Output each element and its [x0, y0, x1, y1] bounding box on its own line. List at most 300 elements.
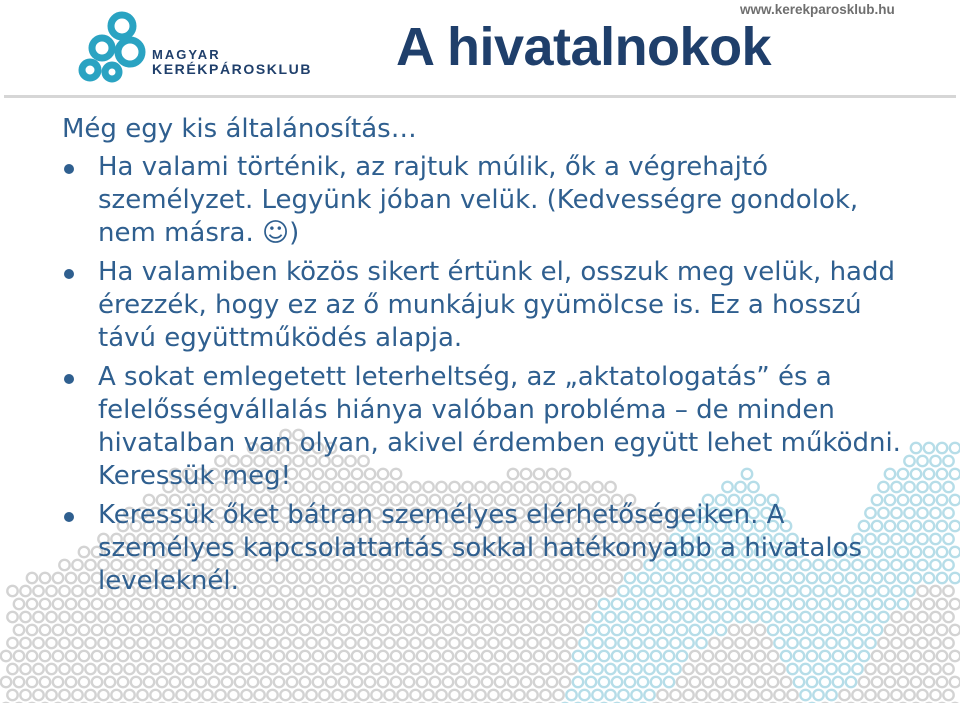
background-dot — [66, 625, 76, 635]
background-dot — [930, 612, 940, 622]
background-dot — [729, 651, 739, 661]
background-dot — [33, 586, 43, 596]
background-dot — [196, 651, 206, 661]
background-dot — [352, 651, 362, 661]
background-dot — [306, 664, 316, 674]
background-dot — [92, 651, 102, 661]
background-dot — [677, 625, 687, 635]
background-dot — [820, 677, 830, 687]
background-dot — [865, 690, 875, 700]
background-dot — [917, 638, 927, 648]
background-dot — [566, 638, 576, 648]
background-dot — [339, 651, 349, 661]
bullet-text: Ha valamiben közös sikert értünk el, osszuk meg velük, hadd érezzék, hogy ez az ő munkájuk gyümölcse is. Ez a hosszú távú együttműködés alapja. — [98, 257, 895, 353]
background-dot — [313, 625, 323, 635]
background-dot — [40, 573, 50, 583]
background-dot — [176, 638, 186, 648]
background-dot — [59, 612, 69, 622]
background-dot — [46, 690, 56, 700]
bullet-text: Ha valami történik, az rajtuk múlik, ők a végrehajtó személyzet. Legyünk jóban velük. (Kedvességre gondolok, nem másra. ☺) — [98, 152, 859, 248]
background-dot — [202, 612, 212, 622]
background-dot — [40, 651, 50, 661]
background-dot — [943, 560, 953, 570]
background-dot — [92, 625, 102, 635]
background-dot — [579, 664, 589, 674]
background-dot — [111, 664, 121, 674]
background-dot — [735, 664, 745, 674]
background-dot — [722, 612, 732, 622]
background-dot — [813, 690, 823, 700]
background-dot — [677, 677, 687, 687]
background-dot — [755, 651, 765, 661]
background-dot — [521, 677, 531, 687]
background-dot — [696, 690, 706, 700]
background-dot — [228, 664, 238, 674]
background-dot — [176, 690, 186, 700]
background-dot — [111, 690, 121, 700]
slide-header — [0, 0, 960, 100]
background-dot — [105, 677, 115, 687]
background-dot — [586, 677, 596, 687]
background-dot — [612, 677, 622, 687]
background-dot — [872, 625, 882, 635]
background-dot — [800, 664, 810, 674]
background-dot — [534, 677, 544, 687]
background-dot — [1, 677, 11, 687]
background-dot — [14, 677, 24, 687]
background-dot — [300, 651, 310, 661]
background-dot — [846, 651, 856, 661]
background-dot — [378, 677, 388, 687]
background-dot — [508, 677, 518, 687]
background-dot — [391, 651, 401, 661]
background-dot — [709, 690, 719, 700]
background-dot — [573, 677, 583, 687]
background-dot — [540, 690, 550, 700]
background-dot — [852, 612, 862, 622]
background-dot — [378, 625, 388, 635]
background-dot — [79, 625, 89, 635]
background-dot — [254, 638, 264, 648]
background-dot — [345, 612, 355, 622]
background-dot — [397, 638, 407, 648]
background-dot — [313, 677, 323, 687]
background-dot — [852, 690, 862, 700]
background-dot — [950, 677, 960, 687]
background-dot — [436, 690, 446, 700]
background-dot — [306, 638, 316, 648]
background-dot — [527, 612, 537, 622]
background-dot — [254, 612, 264, 622]
background-dot — [865, 612, 875, 622]
background-dot — [716, 677, 726, 687]
background-dot — [423, 664, 433, 674]
background-dot — [683, 664, 693, 674]
background-dot — [14, 651, 24, 661]
background-dot — [306, 690, 316, 700]
background-dot — [735, 612, 745, 622]
background-dot — [176, 612, 186, 622]
background-dot — [274, 677, 284, 687]
background-dot — [553, 664, 563, 674]
background-dot — [456, 651, 466, 661]
background-dot — [651, 625, 661, 635]
background-dot — [787, 690, 797, 700]
background-dot — [332, 690, 342, 700]
bullet-dot-icon — [64, 164, 74, 174]
background-dot — [72, 690, 82, 700]
background-dot — [267, 664, 277, 674]
background-dot — [488, 664, 498, 674]
background-dot — [872, 677, 882, 687]
background-dot — [495, 677, 505, 687]
background-dot — [722, 690, 732, 700]
background-dot — [807, 625, 817, 635]
background-dot — [937, 625, 947, 635]
background-dot — [27, 625, 37, 635]
background-dot — [404, 677, 414, 687]
background-dot — [813, 664, 823, 674]
background-dot — [748, 664, 758, 674]
background-dot — [137, 664, 147, 674]
background-dot — [209, 651, 219, 661]
background-dot — [274, 625, 284, 635]
background-dot — [950, 547, 960, 557]
bullet-item — [62, 499, 942, 598]
background-dot — [482, 625, 492, 635]
background-dot — [605, 638, 615, 648]
background-dot — [794, 625, 804, 635]
background-dot — [898, 651, 908, 661]
background-dot — [742, 677, 752, 687]
background-dot — [625, 625, 635, 635]
background-dot — [722, 664, 732, 674]
background-dot — [943, 586, 953, 596]
background-dot — [930, 690, 940, 700]
background-dot — [235, 651, 245, 661]
background-dot — [105, 651, 115, 661]
background-dot — [878, 690, 888, 700]
background-dot — [163, 690, 173, 700]
background-dot — [358, 638, 368, 648]
background-dot — [105, 625, 115, 635]
background-dot — [950, 651, 960, 661]
background-dot — [20, 586, 30, 596]
background-dot — [371, 612, 381, 622]
background-dot — [462, 638, 472, 648]
background-dot — [417, 651, 427, 661]
background-dot — [241, 664, 251, 674]
background-dot — [813, 612, 823, 622]
background-dot — [495, 651, 505, 661]
background-dot — [631, 664, 641, 674]
background-dot — [495, 625, 505, 635]
background-dot — [579, 638, 589, 648]
background-dot — [709, 638, 719, 648]
background-dot — [85, 664, 95, 674]
club-logo — [76, 6, 326, 84]
background-dot — [46, 664, 56, 674]
background-dot — [332, 664, 342, 674]
background-dot — [761, 612, 771, 622]
background-dot — [66, 651, 76, 661]
background-dot — [345, 638, 355, 648]
background-dot — [839, 690, 849, 700]
background-dot — [150, 638, 160, 648]
background-dot — [904, 664, 914, 674]
background-dot — [59, 690, 69, 700]
background-dot — [410, 664, 420, 674]
background-dot — [807, 677, 817, 687]
bullet-dot-icon — [64, 269, 74, 279]
background-dot — [703, 625, 713, 635]
background-dot — [930, 664, 940, 674]
background-dot — [891, 612, 901, 622]
background-dot — [579, 690, 589, 700]
background-dot — [20, 612, 30, 622]
background-dot — [345, 690, 355, 700]
background-dot — [79, 651, 89, 661]
site-url: www.kerekparosklub.hu — [740, 2, 895, 17]
background-dot — [410, 612, 420, 622]
background-dot — [527, 664, 537, 674]
background-dot — [137, 612, 147, 622]
background-dot — [189, 690, 199, 700]
background-dot — [859, 651, 869, 661]
background-dot — [826, 638, 836, 648]
background-dot — [53, 677, 63, 687]
background-dot — [553, 638, 563, 648]
background-dot — [384, 638, 394, 648]
background-dot — [761, 638, 771, 648]
background-dot — [657, 664, 667, 674]
background-dot — [241, 638, 251, 648]
background-dot — [755, 625, 765, 635]
background-dot — [365, 625, 375, 635]
background-dot — [183, 651, 193, 661]
background-dot — [124, 664, 134, 674]
background-dot — [950, 573, 960, 583]
background-dot — [27, 651, 37, 661]
background-dot — [163, 664, 173, 674]
background-dot — [930, 638, 940, 648]
background-dot — [878, 638, 888, 648]
background-dot — [287, 625, 297, 635]
background-dot — [436, 612, 446, 622]
background-dot — [852, 638, 862, 648]
background-dot — [950, 495, 960, 505]
background-dot — [404, 625, 414, 635]
background-dot — [508, 651, 518, 661]
background-dot — [27, 599, 37, 609]
background-dot — [566, 690, 576, 700]
background-dot — [657, 690, 667, 700]
background-dot — [547, 625, 557, 635]
slide-body — [62, 112, 942, 604]
background-dot — [293, 612, 303, 622]
background-dot — [534, 651, 544, 661]
background-dot — [222, 651, 232, 661]
background-dot — [638, 677, 648, 687]
background-dot — [326, 677, 336, 687]
background-dot — [514, 612, 524, 622]
background-dot — [917, 664, 927, 674]
background-dot — [709, 612, 719, 622]
background-dot — [157, 625, 167, 635]
background-dot — [631, 638, 641, 648]
background-dot — [826, 690, 836, 700]
background-dot — [820, 651, 830, 661]
background-dot — [352, 677, 362, 687]
background-dot — [280, 664, 290, 674]
background-dot — [319, 690, 329, 700]
background-dot — [261, 625, 271, 635]
background-dot — [761, 664, 771, 674]
background-dot — [53, 651, 63, 661]
background-dot — [469, 651, 479, 661]
background-dot — [547, 677, 557, 687]
background-dot — [735, 690, 745, 700]
background-dot — [293, 638, 303, 648]
background-dot — [911, 625, 921, 635]
background-dot — [456, 677, 466, 687]
background-dot — [40, 677, 50, 687]
background-dot — [729, 625, 739, 635]
background-dot — [605, 612, 615, 622]
background-dot — [183, 625, 193, 635]
background-dot — [423, 690, 433, 700]
background-dot — [716, 651, 726, 661]
background-dot — [27, 573, 37, 583]
background-dot — [943, 612, 953, 622]
background-dot — [98, 664, 108, 674]
background-dot — [553, 612, 563, 622]
background-dot — [7, 664, 17, 674]
background-dot — [267, 690, 277, 700]
background-dot — [534, 625, 544, 635]
background-dot — [7, 612, 17, 622]
background-dot — [358, 612, 368, 622]
background-dot — [150, 664, 160, 674]
background-dot — [241, 690, 251, 700]
background-dot — [176, 664, 186, 674]
background-dot — [391, 625, 401, 635]
background-dot — [371, 690, 381, 700]
background-dot — [85, 690, 95, 700]
background-dot — [436, 638, 446, 648]
background-dot — [605, 690, 615, 700]
background-dot — [144, 677, 154, 687]
logo-wordmark-line1: MAGYAR — [152, 47, 221, 62]
background-dot — [280, 638, 290, 648]
background-dot — [696, 638, 706, 648]
background-dot — [924, 625, 934, 635]
slide-title: A hivatalnokok — [396, 17, 772, 77]
background-dot — [449, 612, 459, 622]
background-dot — [839, 638, 849, 648]
background-dot — [430, 625, 440, 635]
background-dot — [722, 638, 732, 648]
background-dot — [943, 638, 953, 648]
background-dot — [521, 651, 531, 661]
background-dot — [807, 651, 817, 661]
background-dot — [157, 677, 167, 687]
background-dot — [540, 612, 550, 622]
background-dot — [618, 690, 628, 700]
background-dot — [423, 638, 433, 648]
background-dot — [937, 651, 947, 661]
background-dot — [462, 612, 472, 622]
background-dot — [826, 612, 836, 622]
background-dot — [365, 677, 375, 687]
background-dot — [891, 664, 901, 674]
background-dot — [384, 664, 394, 674]
background-dot — [215, 612, 225, 622]
background-dot — [111, 638, 121, 648]
bullet-text: A sokat emlegetett leterheltség, az „aktatologatás” és a felelősségvállalás hiánya valóban probléma – de minden hivatalban van olyan, akivel érdemben együtt lehet működni. Keressük meg! — [98, 362, 901, 491]
background-dot — [20, 638, 30, 648]
background-dot — [800, 690, 810, 700]
background-dot — [904, 638, 914, 648]
background-dot — [248, 625, 258, 635]
background-dot — [300, 677, 310, 687]
background-dot — [14, 625, 24, 635]
background-dot — [124, 612, 134, 622]
background-dot — [904, 612, 914, 622]
background-dot — [85, 638, 95, 648]
background-dot — [27, 677, 37, 687]
background-dot — [475, 690, 485, 700]
background-dot — [53, 625, 63, 635]
background-dot — [631, 612, 641, 622]
background-dot — [657, 612, 667, 622]
background-dot — [950, 599, 960, 609]
background-dot — [72, 664, 82, 674]
background-dot — [33, 664, 43, 674]
background-dot — [46, 612, 56, 622]
background-dot — [911, 651, 921, 661]
background-dot — [209, 677, 219, 687]
background-dot — [443, 625, 453, 635]
bullet-item — [62, 361, 942, 493]
background-dot — [170, 651, 180, 661]
background-dot — [859, 625, 869, 635]
background-dot — [599, 677, 609, 687]
background-dot — [85, 612, 95, 622]
background-dot — [111, 612, 121, 622]
background-dot — [196, 625, 206, 635]
background-dot — [748, 690, 758, 700]
background-dot — [657, 638, 667, 648]
background-dot — [46, 586, 56, 596]
background-dot — [124, 638, 134, 648]
background-dot — [287, 677, 297, 687]
background-dot — [417, 677, 427, 687]
background-dot — [592, 612, 602, 622]
background-dot — [833, 651, 843, 661]
background-dot — [521, 625, 531, 635]
background-dot — [365, 651, 375, 661]
background-dot — [729, 677, 739, 687]
background-dot — [683, 690, 693, 700]
background-dot — [540, 638, 550, 648]
background-dot — [137, 638, 147, 648]
background-dot — [696, 664, 706, 674]
background-dot — [14, 599, 24, 609]
background-dot — [157, 651, 167, 661]
background-dot — [800, 612, 810, 622]
background-dot — [625, 677, 635, 687]
